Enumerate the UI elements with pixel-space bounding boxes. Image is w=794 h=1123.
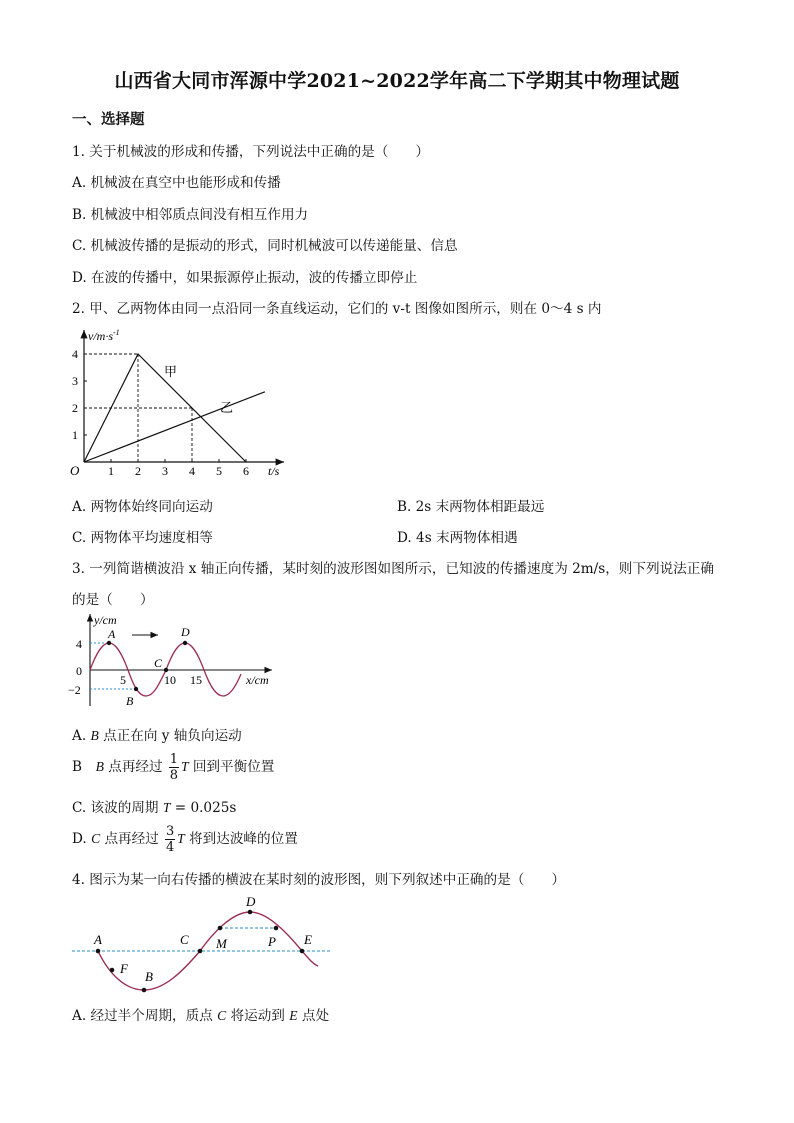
q3-ytick-0: 0 (76, 664, 82, 678)
q4-point-p (274, 926, 279, 931)
q4-point-a (96, 949, 101, 954)
q3-label-c: C (154, 656, 163, 670)
q2-option-b: B. 2s 末两物体相距最远 (397, 499, 545, 515)
q3-option-b: B B 点再经过 $\frac{1}{8}$ T 回到平衡位置 (72, 752, 275, 783)
page-title: 山西省大同市浑源中学2021~2022学年高二下学期其中物理试题 (114, 70, 680, 92)
vt-origin: O (70, 463, 80, 478)
wave-graph-q4 (70, 892, 335, 997)
vt-graph (66, 322, 296, 482)
q3-stem-line1: 3. 一列简谐横波沿 x 轴正向传播，某时刻的波形图如图所示，已知波的传播速度为 2m/s，则下列说法正确 (72, 561, 714, 577)
vt-ytick-label: 1 (72, 428, 78, 442)
vt-xtick-label: 2 (135, 464, 141, 478)
vt-x-label: t/s (268, 464, 280, 478)
q4-point-e (300, 949, 305, 954)
q4-label-m: M (216, 936, 227, 951)
q4-point-m (218, 926, 223, 931)
q3-ytick-neg2: −2 (68, 683, 81, 697)
q2-option-a: A. 两物体始终同向运动 (72, 499, 213, 515)
q3-point-a (107, 641, 111, 645)
q1-option-d: D. 在波的传播中，如果振源停止振动，波的传播立即停止 (72, 270, 418, 286)
q4-label-e: E (304, 932, 312, 947)
section-heading: 一、选择题 (72, 111, 145, 128)
q4-point-d (248, 910, 253, 915)
q3-stem-line2: 的是（ ） (72, 592, 154, 608)
q3-option-a: A. B 点正在向 y 轴负向运动 (72, 728, 242, 744)
q4-label-d: D (246, 894, 256, 909)
vt-xtick-label: 1 (108, 464, 114, 478)
q4-point-b (142, 988, 147, 993)
q1-option-c: C. 机械波传播的是振动的形式，同时机械波可以传递能量、信息 (72, 238, 458, 254)
q4-label-a: A (94, 932, 102, 947)
q4-point-f (110, 968, 115, 973)
q4-point-c (198, 949, 203, 954)
vt-ytick-label: 3 (72, 374, 78, 388)
q3-point-d (183, 641, 187, 645)
fraction-1-8: $\frac{1}{8}$ (169, 752, 179, 783)
q1-option-a: A. 机械波在真空中也能形成和传播 (72, 175, 281, 191)
yi-label: 乙 (220, 400, 234, 415)
q3-y-label: y/cm (94, 613, 117, 627)
q4-option-a: A. 经过半个周期，质点 C 将运动到 E 点处 (72, 1008, 330, 1024)
q4-stem: 4. 图示为某一向右传播的横波在某时刻的波形图，则下列叙述中正确的是（ ） (72, 872, 566, 888)
q3-label-d: D (181, 625, 190, 639)
wave-graph-q3 (66, 610, 281, 710)
vt-xtick-label: 6 (243, 464, 249, 478)
fraction-3-4: $\frac{3}{4}$ (166, 824, 175, 855)
vt-xtick-label: 3 (162, 464, 168, 478)
q4-label-p: P (268, 934, 276, 949)
q2-stem: 2. 甲、乙两物体由同一点沿同一条直线运动，它们的 v-t 图像如图所示，则在 0～4 s 内 (72, 301, 602, 317)
jia-label: 甲 (164, 364, 178, 379)
vt-xtick-label: 4 (189, 464, 195, 478)
q3-point-b (134, 687, 138, 691)
vt-y-label: $v/m\cdot s^{-1}$ (88, 328, 120, 343)
q2-option-c: C. 两物体平均速度相等 (72, 530, 213, 546)
vt-ytick-label: 2 (72, 401, 78, 415)
q3-ytick-4: 4 (76, 637, 82, 651)
q4-label-b: B (145, 969, 153, 984)
q3-xtick-10: 10 (164, 673, 176, 687)
q3-xtick-5: 5 (120, 673, 126, 687)
vt-xtick-label: 5 (216, 464, 222, 478)
q3-point-c (164, 668, 168, 672)
vt-ytick-label: 4 (72, 347, 78, 361)
q2-option-d: D. 4s 末两物体相遇 (397, 530, 518, 546)
yi-line (84, 392, 265, 462)
q3-option-c: C. 该波的周期 T = 0.025s (72, 800, 237, 816)
q1-option-b: B. 机械波中相邻质点间没有相互作用力 (72, 207, 309, 223)
q4-label-c: C (180, 932, 189, 947)
q3-x-label: x/cm (246, 673, 269, 687)
q1-stem: 1. 关于机械波的形成和传播，下列说法中正确的是（ ） (72, 144, 430, 160)
q4-label-f: F (120, 961, 128, 976)
q3-label-a: A (108, 627, 116, 641)
q3-label-b: B (126, 694, 134, 708)
q3-xtick-15: 15 (190, 673, 202, 687)
q3-option-d: D. C 点再经过 $\frac{3}{4}$ T 将到达波峰的位置 (72, 824, 298, 855)
